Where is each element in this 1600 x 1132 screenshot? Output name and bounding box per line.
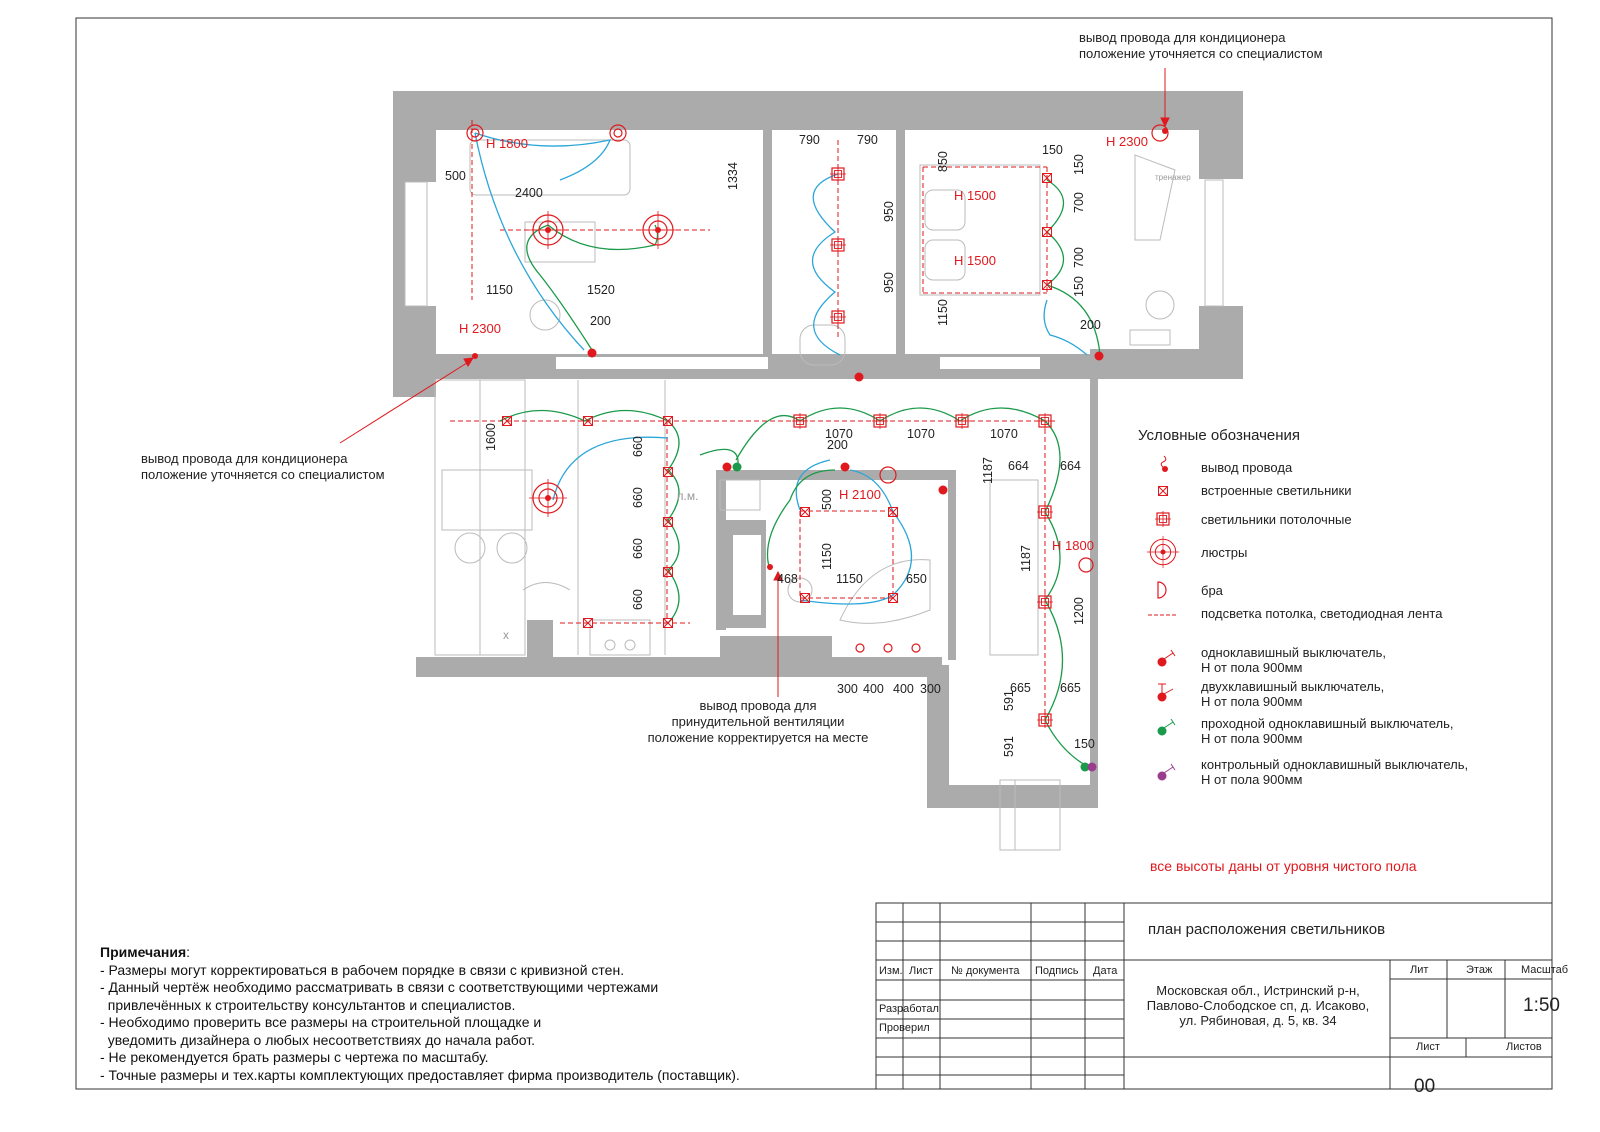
tb-etazh: Этаж	[1466, 964, 1493, 976]
callout-line: положение корректируется на месте	[647, 730, 869, 745]
callout-vent	[643, 698, 873, 746]
chandelier-icon	[1147, 536, 1179, 568]
height-h1500-a: Н 1500	[954, 188, 996, 203]
dim: 700	[1072, 247, 1086, 268]
dim: 400	[893, 682, 914, 696]
callout-ac-left	[141, 451, 385, 483]
dim: 1187	[981, 457, 995, 484]
legend-label: контрольный одноклавишный выключатель, Н от пола 900мм	[1201, 757, 1469, 787]
recessed-light-icon	[1159, 487, 1168, 496]
tb-scale-header: Масштаб	[1521, 964, 1569, 976]
dim: 300	[920, 682, 941, 696]
legend-label: светильники потолочные	[1201, 512, 1352, 527]
note-line: - Размеры могут корректироваться в рабочем порядке в связи с кривизной стен.	[100, 961, 625, 978]
legend-label: одноклавишный выключатель, Н от пола 900мм	[1201, 645, 1387, 675]
double-switch-icon	[1158, 684, 1174, 702]
dim: 200	[590, 314, 611, 328]
dim: 660	[631, 538, 645, 559]
tb-address	[1130, 983, 1386, 1028]
legend-label: подсветка потолка, светодиодная лента	[1201, 606, 1443, 621]
tb-developed: Разработал	[879, 1003, 939, 1015]
wire-outlet-icon	[1161, 456, 1168, 472]
callout-line: вывод провода для	[699, 698, 817, 713]
dim: 790	[857, 133, 878, 147]
dim: 1150	[486, 283, 513, 297]
height-h1800-hall: Н 1800	[1052, 538, 1094, 553]
height-h2300-right: Н 2300	[1106, 134, 1148, 149]
dim: 500	[445, 169, 466, 183]
dim: 591	[1002, 690, 1016, 711]
note-line: - Необходимо проверить все размеры на строительной площадке и	[100, 1014, 542, 1030]
dim: 1070	[990, 427, 1018, 441]
legend-icons	[1147, 456, 1179, 781]
dim: 850	[936, 151, 950, 172]
tb-address-line: Московская обл., Истринский р-н,	[1156, 983, 1360, 998]
tb-sheet: Лист	[1416, 1041, 1440, 1053]
dim: 1150	[820, 543, 834, 570]
tb-col-list: Лист	[909, 965, 933, 977]
legend-label: проходной одноклавишный выключатель, Н от пола 900мм	[1201, 716, 1454, 746]
legend-label: бра	[1201, 583, 1223, 598]
single-switch-icon	[1158, 650, 1176, 667]
dim: 660	[631, 487, 645, 508]
sconce-icon	[1158, 582, 1166, 598]
tb-drawing-title: план расположения светильников	[1148, 921, 1386, 938]
dim: 1600	[484, 423, 498, 451]
dim: 150	[1072, 276, 1086, 297]
dim: 950	[882, 201, 896, 222]
recessed-lights	[503, 174, 1052, 628]
dim: 1334	[726, 162, 740, 190]
ceiling-light-icon	[1155, 511, 1171, 527]
dim: 400	[863, 682, 884, 696]
notes-block: Примечания: - Размеры могут корректироваться в рабочем порядке в связи с кривизной стен. - Данный чертёж необходимо рассматривать в связи с соответствующими чертежами привлечённых к строительству консультантов и специалистов. - Необходимо проверить все размеры на строительной площадке и уведомить дизайнера о любых несоответствиях до начала работ. - Не рекомендуется брать размеры с чертежа по масштабу. - Точные размеры и тех.карты комплектующих предоставляет фирма производитель (поставщик).	[100, 944, 740, 1083]
dim: 200	[827, 438, 848, 452]
callout-line: принудительной вентиляции	[671, 714, 845, 729]
note-line: уведомить дизайнера о любых несоответствиях до начала работ.	[100, 1031, 535, 1048]
dim: 150	[1072, 154, 1086, 175]
tb-scale: 1:50	[1523, 995, 1560, 1016]
note-line: - Данный чертёж необходимо рассматривать в связи с соответствующими чертежами	[100, 979, 659, 995]
label-trainer: тренажер	[1155, 173, 1191, 182]
height-h2100: Н 2100	[839, 487, 881, 502]
legend-label: вывод провода	[1201, 460, 1293, 475]
callout-ac-top	[1079, 30, 1323, 62]
dim: 150	[1074, 737, 1095, 751]
tb-address-line: Павлово-Слободское сп, д. Исаково,	[1146, 998, 1370, 1013]
heights-note: все высоты даны от уровня чистого пола	[1150, 858, 1417, 874]
height-h2300-left: Н 2300	[459, 321, 501, 336]
note-line: - Не рекомендуется брать размеры с чертежа по масштабу.	[100, 1049, 489, 1065]
dim: 1150	[936, 299, 950, 326]
callout-line: положение уточняется со специалистом	[141, 467, 385, 482]
dim: 664	[1060, 459, 1081, 473]
dim: 665	[1060, 681, 1081, 695]
tb-address-line: ул. Рябиновая, д. 5, кв. 34	[1179, 1013, 1337, 1028]
dim: 591	[1002, 736, 1016, 757]
dim: 665	[1010, 681, 1031, 695]
dim: 650	[906, 572, 927, 586]
note-line: привлечённых к строительству консультантов и специалистов.	[100, 996, 516, 1013]
dim: 790	[799, 133, 820, 147]
control-switch-icon	[1158, 764, 1176, 781]
note-line: - Точные размеры и тех.карты комплектующих предоставляет фирма производитель (поставщик).	[100, 1066, 740, 1083]
legend-label: двухклавишный выключатель, Н от пола 900мм	[1201, 679, 1385, 709]
dim: 950	[882, 272, 896, 293]
tb-col-izm: Изм.	[879, 965, 903, 977]
dim: 300	[837, 682, 858, 696]
notes-title: Примечания	[100, 944, 187, 960]
dim: 664	[1008, 459, 1029, 473]
dim: 468	[777, 572, 798, 586]
dim: 660	[631, 436, 645, 457]
legend-label: встроенные светильники	[1201, 483, 1352, 498]
tb-col-date: Дата	[1093, 965, 1118, 977]
dim: 660	[631, 589, 645, 610]
dim: 500	[820, 489, 834, 510]
dim: 150	[1042, 143, 1063, 157]
tb-col-doc: № документа	[951, 965, 1020, 977]
label-x: х	[503, 628, 509, 642]
tb-sheet-number: 00	[1414, 1076, 1436, 1097]
tb-checked: Проверил	[879, 1022, 930, 1034]
dim: 2400	[515, 186, 543, 200]
height-h1500-b: Н 1500	[954, 253, 996, 268]
dim: 700	[1072, 192, 1086, 213]
dim: 1070	[907, 427, 935, 441]
dim: 1187	[1019, 545, 1033, 572]
tb-sheets: Листов	[1506, 1041, 1542, 1053]
height-labels	[459, 134, 1148, 553]
label-pm: п.м.	[677, 489, 699, 503]
dim: 1520	[587, 283, 615, 297]
callout-line: вывод провода для кондиционера	[1079, 30, 1286, 45]
callout-line: положение уточняется со специалистом	[1079, 46, 1323, 61]
legend-label: люстры	[1201, 545, 1248, 560]
dim: 1070	[825, 427, 853, 441]
callout-line: вывод провода для кондиционера	[141, 451, 348, 466]
dim: 1150	[836, 572, 863, 586]
legend-title: Условные обозначения	[1138, 427, 1301, 444]
dim: 1200	[1072, 597, 1086, 625]
tb-col-sign: Подпись	[1035, 965, 1079, 977]
passthrough-switch-icon	[1158, 719, 1176, 736]
dim: 200	[1080, 318, 1101, 332]
tb-lit: Лит	[1410, 964, 1429, 976]
height-h1800-living: Н 1800	[486, 136, 528, 151]
